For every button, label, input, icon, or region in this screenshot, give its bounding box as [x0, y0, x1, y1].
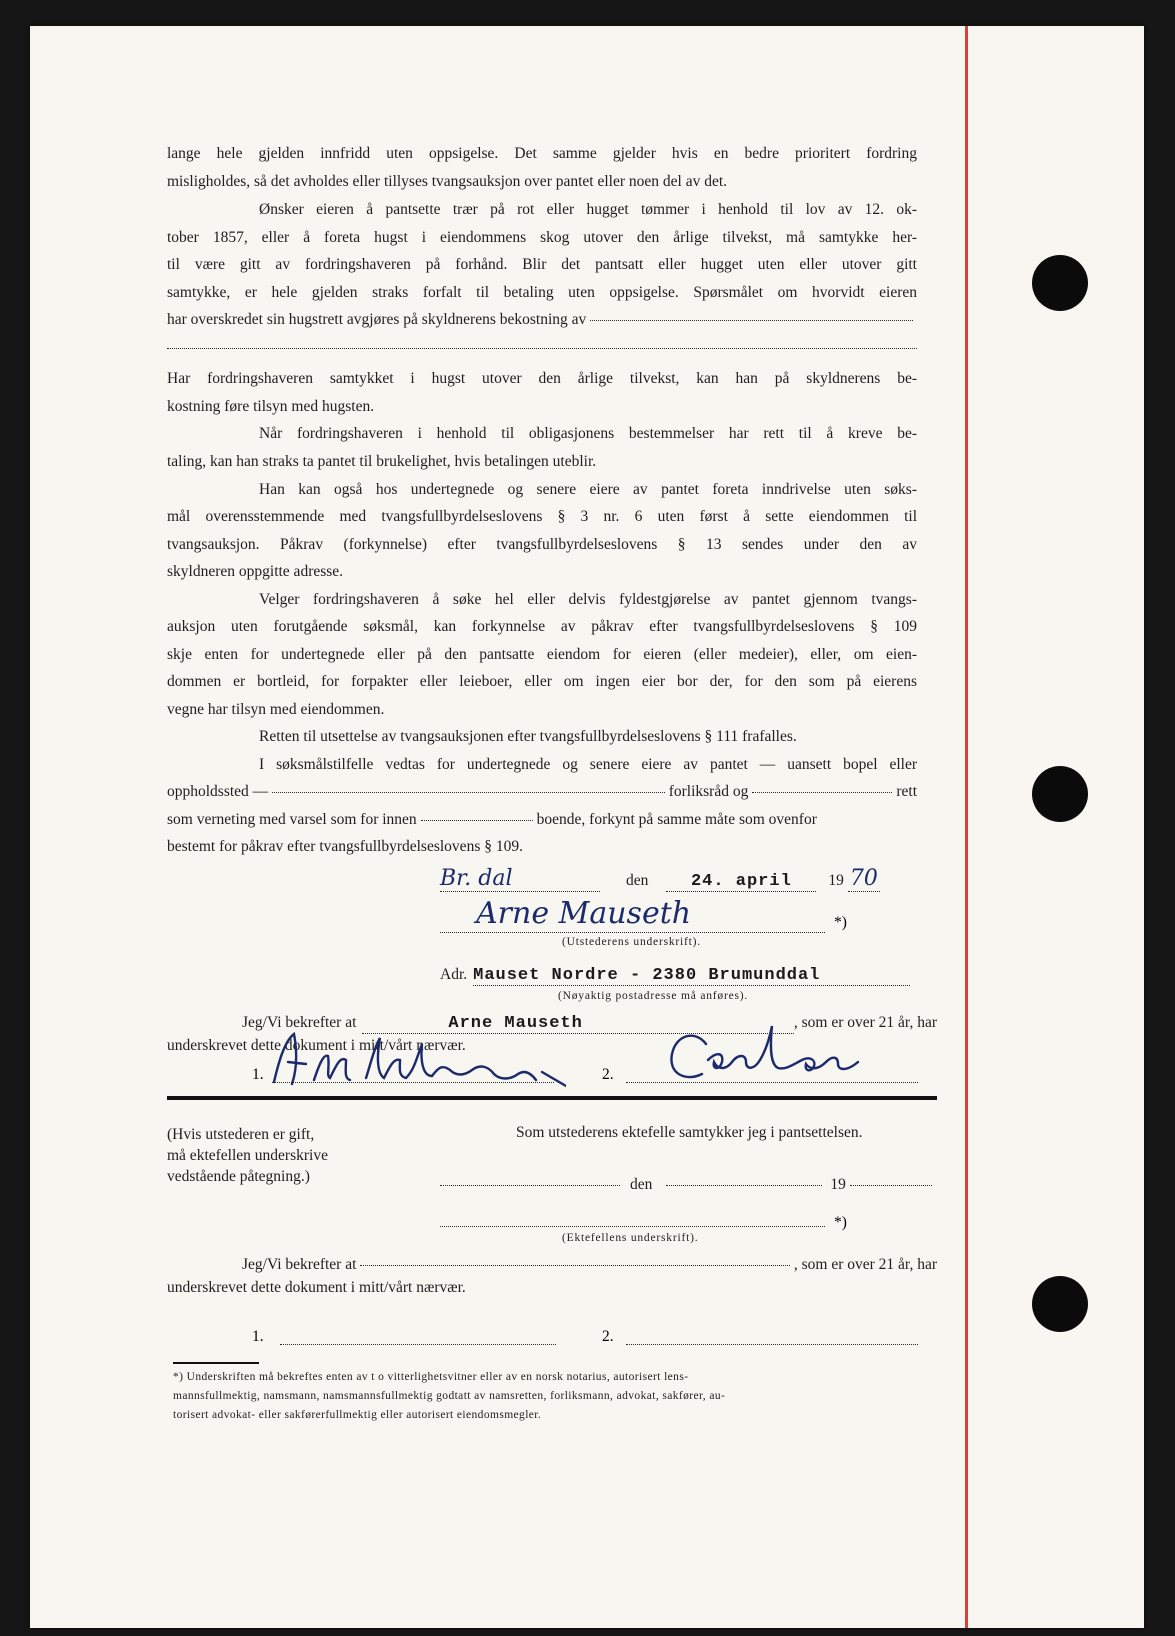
witness-1-label: 1. — [252, 1066, 264, 1083]
witness-2-label: 2. — [602, 1066, 614, 1083]
confirm-suffix: , som er over 21 år, har — [793, 1014, 937, 1031]
body-line: Han kan også hos undertegnede og senere eiere av pantet foreta inndrivelse uten søks- — [259, 481, 917, 498]
address-typed: Mauset Nordre - 2380 Brumunddal — [473, 966, 910, 986]
year-handwritten: 70 — [849, 866, 878, 891]
spouse-date-row — [440, 1176, 936, 1194]
place-handwritten: Br. dal — [440, 866, 600, 892]
confirm-line2: underskrevet dette dokument i mitt/vårt nærvær. — [167, 1037, 466, 1054]
year-prefix: 19 — [830, 1176, 846, 1193]
address-caption: (Nøyaktig postadresse må anføres). — [558, 990, 749, 1002]
body-line: tober 1857, eller å foreta hugst i eiendommens skog utover den årlige tilvekst, må samtykke her- — [167, 229, 917, 246]
body-fragment: oppholdssted — — [167, 783, 269, 800]
body-line: Ønsker eieren å pantsette trær på rot eller hugget tømmer i henhold til lov av 12. ok- — [259, 201, 917, 218]
witness-1-line — [280, 1344, 556, 1345]
document-page — [30, 26, 1144, 1628]
confirm-suffix: , som er over 21 år, har — [793, 1256, 937, 1273]
footnote-line: *) Underskriften må bekreftes enten av t o vitterlighetsvitner eller av en norsk notarius, autorisert lens- — [173, 1371, 689, 1383]
body-line: Har fordringshaveren samtykket i hugst utover den årlige tilvekst, kan han på skyldnerens be- — [167, 370, 917, 387]
body-line: dommen er bortleid, for forpakter eller leieboer, eller om ingen eier bor der, for den som på eierens — [167, 673, 917, 690]
confirm-name-typed: Arne Mauseth — [362, 1014, 793, 1034]
body-line: Velger fordringshaveren å søke hel eller delvis fyldestgjørelse av pantet gjennom tvangs- — [259, 591, 917, 608]
verneting-row-2 — [167, 810, 917, 830]
blank-line — [272, 792, 665, 793]
year-prefix: 19 — [828, 872, 844, 889]
hugstrett-row — [167, 310, 917, 330]
body-fragment: boende, forkynt på samme måte som ovenfor — [536, 811, 817, 828]
body-line: kostning føre tilsyn med hugsten. — [167, 398, 375, 415]
blank-line — [850, 1185, 932, 1186]
section-divider — [167, 1096, 937, 1100]
issuer-signature-line — [440, 896, 825, 933]
body-fragment: rett — [896, 783, 917, 800]
body-line: tvangsauksjon. Påkrav (forkynnelse) efter tvangsfullbyrdelseslovens § 13 sendes under den av — [167, 536, 917, 553]
blank-line — [421, 820, 533, 821]
spouse-consent: Som utstederens ektefelle samtykker jeg i pantsettelsen. — [516, 1124, 863, 1141]
body-line: Retten til utsettelse av tvangsauksjonen efter tvangsfullbyrdelseslovens § 111 frafalles. — [259, 728, 797, 745]
footnote-line: torisert advokat- eller sakførerfullmektig eller autorisert eiendomsmegler. — [173, 1409, 542, 1421]
body-line: misligholdes, så det avholdes eller tillyses tvangsauksjon over pantet eller noen del av det. — [167, 173, 728, 190]
confirm-prefix: Jeg/Vi bekrefter at — [242, 1256, 357, 1273]
body-line: I søksmålstilfelle vedtas for undertegnede og senere eiere av pantet — uansett bopel eller — [259, 756, 917, 773]
blank-line — [167, 348, 917, 349]
punch-hole-middle — [1032, 766, 1088, 822]
punch-hole-bottom — [1032, 1276, 1088, 1332]
confirm-prefix: Jeg/Vi bekrefter at — [242, 1014, 357, 1031]
witness-2-signature — [666, 1020, 866, 1090]
body-line: til være gitt av fordringshaveren på forhånd. Blir det pantsatt eller hugget uten eller utover gitt — [167, 256, 917, 273]
body-line: taling, kan han straks ta pantet til brukelighet, hvis betalingen uteblir. — [167, 453, 597, 470]
witness-1-label: 1. — [252, 1328, 264, 1345]
red-margin-line — [965, 26, 968, 1628]
blank-line — [360, 1265, 789, 1266]
footnote-line: mannsfullmektig, namsmann, namsmannsfullmektig godtatt av namsretten, forliksmann, advokat, sakfører, au- — [173, 1390, 726, 1402]
verneting-row-1 — [167, 782, 917, 802]
adr-label: Adr. — [440, 966, 468, 983]
spouse-note-line: (Hvis utstederen er gift, — [167, 1126, 315, 1143]
footnote-rule — [173, 1362, 259, 1364]
body-line: skje enten for undertegnede eller på den pantsatte eiendom for eieren (eller medeier), eller, om eien- — [167, 646, 917, 663]
punch-hole-top — [1032, 255, 1088, 311]
body-line: samtykke, er hele gjelden straks forfalt til betaling uten oppsigelse. Spørsmålet om hvorvidt eieren — [167, 284, 917, 301]
body-fragment: som verneting med varsel som for innen — [167, 811, 417, 828]
asterisk-marker: *) — [834, 914, 847, 931]
confirm-line2: underskrevet dette dokument i mitt/vårt nærvær. — [167, 1279, 466, 1296]
spouse-note-line: vedstående påtegning.) — [167, 1168, 310, 1185]
den-label: den — [630, 1176, 653, 1193]
issuer-signature: Arne Mauseth — [476, 896, 692, 931]
date-typed: 24. april — [666, 872, 816, 892]
spouse-note — [167, 1124, 328, 1187]
body-line: auksjon uten forutgående søksmål, kan forkynnelse av påkrav efter tvangsfullbyrdelseslovens § 109 — [167, 618, 917, 635]
body-line: Når fordringshaveren i henhold til obligasjonens bestemmelser har rett til å kreve be- — [259, 425, 917, 442]
spouse-caption: (Ektefellens underskrift). — [562, 1232, 699, 1244]
body-line: skyldneren oppgitte adresse. — [167, 563, 344, 580]
witness-1-signature — [266, 1026, 566, 1090]
witness-2-label: 2. — [602, 1328, 614, 1345]
issuer-caption: (Utstederens underskrift). — [562, 936, 701, 948]
body-line: lange hele gjelden innfridd uten oppsigelse. Det samme gjelder hvis en bedre prioritert fordring — [167, 145, 917, 162]
spouse-note-line: må ektefellen underskrive — [167, 1147, 328, 1164]
blank-line — [666, 1185, 822, 1186]
blank-line — [590, 320, 913, 321]
body-line: har overskredet sin hugstrett avgjøres på skyldnerens bekostning av — [167, 311, 587, 328]
witness-2-line — [626, 1344, 918, 1345]
blank-line — [440, 1185, 620, 1186]
address-row — [440, 966, 910, 986]
place-date-row — [440, 866, 926, 892]
body-line: vegne har tilsyn med eiendommen. — [167, 701, 385, 718]
spouse-confirm-row — [167, 1256, 937, 1274]
blank-line — [752, 792, 892, 793]
body-line: bestemt for påkrav efter tvangsfullbyrdelseslovens § 109. — [167, 838, 523, 855]
body-line: mål overensstemmende med tvangsfullbyrdelseslovens § 3 nr. 6 uten først å sette eiendommen til — [167, 508, 917, 525]
den-label: den — [626, 872, 649, 889]
body-fragment: forliksråd og — [668, 783, 749, 800]
asterisk-marker: *) — [834, 1214, 847, 1231]
spouse-signature-line — [440, 1226, 825, 1227]
